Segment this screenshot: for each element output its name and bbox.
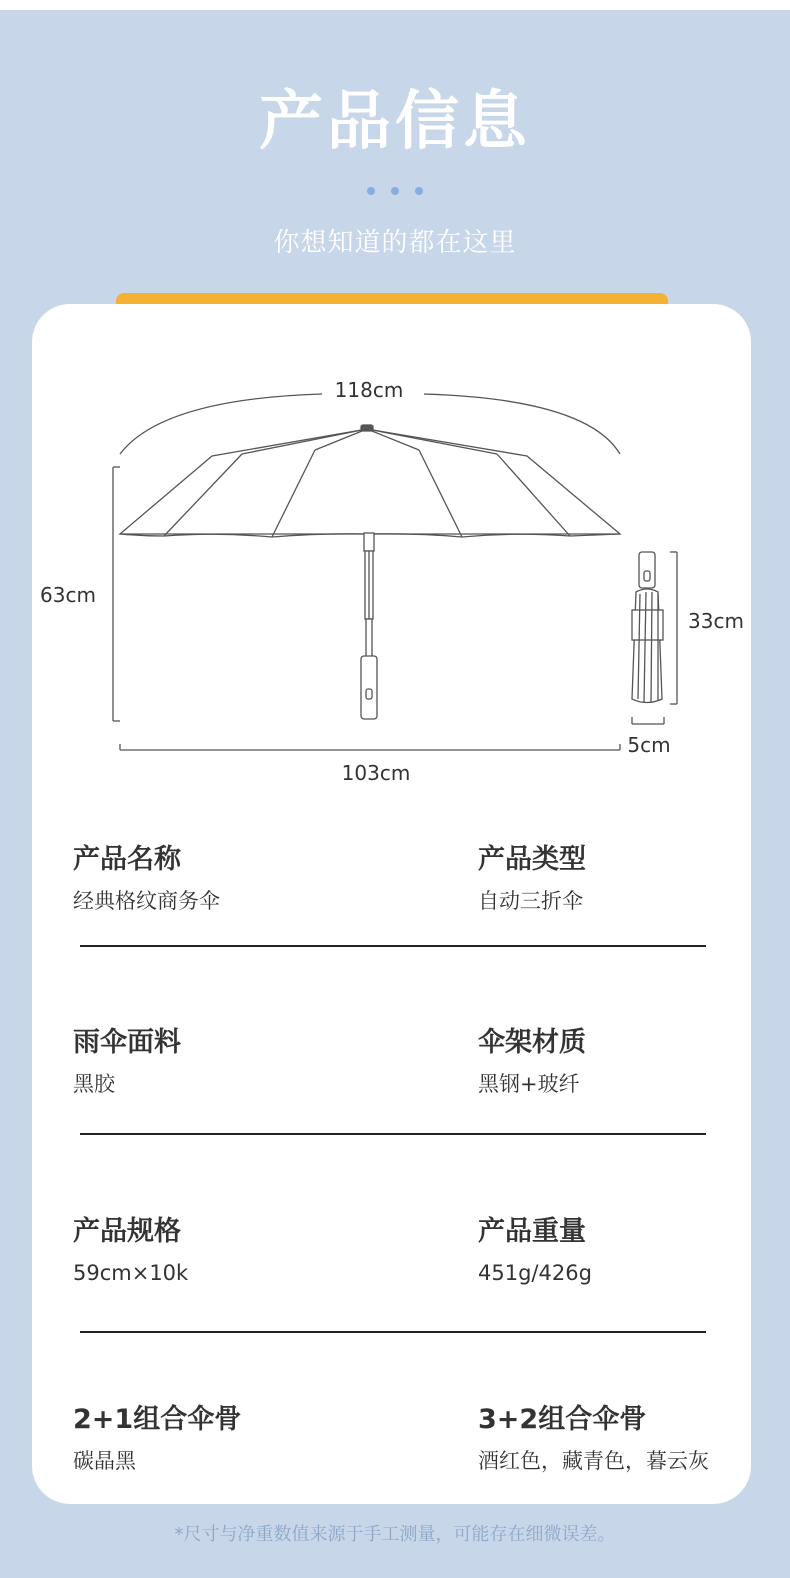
spec-label: 产品重量 [478,1216,586,1247]
spec-value: 经典格纹商务伞 [73,889,220,913]
open-umbrella-icon [120,425,620,719]
divider [80,945,706,947]
spec-label: 产品类型 [478,844,586,875]
spec-item [73,1029,181,1095]
spec-label: 产品名称 [73,844,181,875]
page-title: 产品信息 [259,85,531,159]
folded-umbrella-icon [632,552,663,703]
spec-item [478,1406,709,1472]
spec-label: 2+1组合伞骨 [73,1404,242,1435]
spec-label: 伞架材质 [478,1027,586,1058]
open-width-label: 103cm [341,761,411,785]
spec-label: 产品规格 [73,1216,181,1247]
info-card [32,304,751,1504]
spec-item [478,1218,592,1284]
spec-label: 雨伞面料 [73,1027,181,1058]
folded-height-label: 33cm [688,609,744,633]
spec-label: 3+2组合伞骨 [478,1404,647,1435]
spec-item [478,1029,586,1095]
footnote: *尺寸与净重数值来源于手工测量，可能存在细微误差。 [174,1524,616,1545]
spec-item [478,846,586,912]
page-subtitle: 你想知道的都在这里 [273,228,517,258]
spec-value: 黑胶 [73,1072,115,1096]
spec-value: 自动三折伞 [478,889,583,913]
spec-item [73,1406,241,1472]
open-height-label: 63cm [40,583,96,607]
dot [367,187,375,195]
spec-item [73,1218,188,1284]
dot [415,187,423,195]
spec-value: 酒红色，藏青色，暮云灰 [478,1449,709,1473]
dot [391,187,399,195]
divider [80,1331,706,1333]
folded-width-label: 5cm [627,733,671,757]
divider [80,1133,706,1135]
spec-value: 451g/426g [478,1261,592,1285]
umbrella-dimension-diagram [32,304,751,804]
spec-item [73,846,220,912]
spec-value: 59cm×10k [73,1261,189,1285]
decorative-dots [0,180,790,199]
canopy-arc-label: 118cm [334,378,404,402]
top-strip [0,0,790,10]
spec-value: 黑钢+玻纤 [478,1072,580,1096]
spec-value: 碳晶黑 [73,1449,136,1473]
